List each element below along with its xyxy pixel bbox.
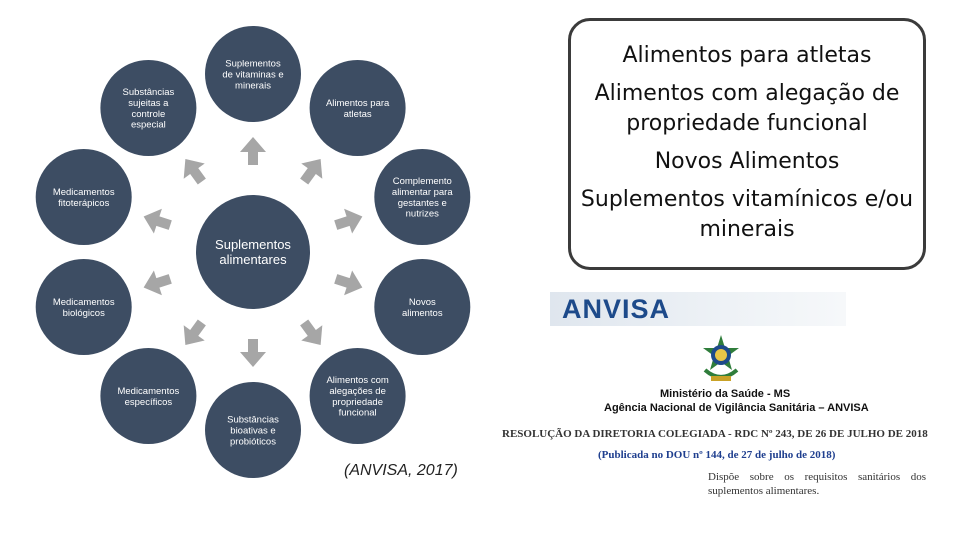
- node-gestantes-label-line: nutrizes: [405, 208, 439, 220]
- brazil-coat-of-arms-icon: [699, 334, 743, 384]
- arrow-icon: [332, 204, 367, 237]
- anvisa-logo: ANVISA: [562, 294, 671, 324]
- arrow-icon: [240, 137, 266, 165]
- node-fitoterapicos-label-line: Medicamentos: [52, 186, 115, 198]
- node-vitaminas-label-line: minerais: [235, 80, 271, 92]
- arrow-icon: [175, 151, 212, 189]
- agency-label: Agência Nacional de Vigilância Sanitária – ANVISA: [604, 402, 869, 414]
- node-bioativas-label-line: Substâncias: [227, 414, 279, 426]
- citation: (ANVISA, 2017): [344, 462, 458, 479]
- node-controle-label-line: especial: [130, 119, 166, 131]
- arrow-icon: [294, 151, 331, 189]
- callout-box: [568, 18, 926, 270]
- node-fitoterapicos-label-line: fitoterápicos: [58, 197, 110, 209]
- arrow-icon: [175, 315, 212, 353]
- node-gestantes-label-line: Complemento: [392, 175, 452, 187]
- node-vitaminas-label-line: Suplementos: [225, 58, 281, 70]
- node-fitoterapicos-label: [53, 187, 115, 209]
- arrow-icon: [294, 315, 331, 353]
- node-biologicos-label-line: Medicamentos: [52, 296, 115, 308]
- resolution-summary: Dispõe sobre os requisitos sanitários dos suplementos alimentares.: [708, 471, 926, 497]
- node-alegacoes-label-line: alegações de: [329, 385, 386, 397]
- node-alegacoes-label-line: propriedade: [332, 396, 383, 408]
- center-node-label-line: alimentares: [219, 252, 287, 267]
- arrow-icon: [140, 204, 175, 237]
- resolution-title: RESOLUÇÃO DA DIRETORIA COLEGIADA - RDC Nº 243, DE 26 DE JULHO DE 2018: [502, 428, 928, 440]
- arrow-icon: [240, 339, 266, 367]
- node-bioativas-label: [227, 414, 279, 447]
- node-gestantes-label-line: gestantes e: [397, 197, 447, 209]
- node-controle-label-line: sujeitas a: [128, 97, 169, 109]
- callout-line: Novos Alimentos: [654, 149, 840, 174]
- arrow-icon: [332, 267, 367, 300]
- node-novos-label-line: alimentos: [401, 307, 443, 319]
- node-bioativas-label-line: probióticos: [230, 436, 276, 448]
- center-node-label: [215, 237, 291, 267]
- node-especificos-label-line: específicos: [124, 396, 173, 408]
- node-controle-label-line: Substâncias: [122, 86, 175, 98]
- callout-line: Alimentos para atletas: [622, 43, 872, 68]
- callout-line: Suplementos vitamínicos e/ou minerais: [580, 187, 914, 242]
- node-alegacoes-label-line: funcional: [338, 407, 377, 419]
- node-especificos-label: [117, 386, 179, 408]
- arrow-icon: [140, 267, 175, 300]
- node-bioativas-label-line: bioativas e: [230, 425, 276, 437]
- node-atletas-label-line: Alimentos para: [325, 97, 390, 109]
- ministry-label: Ministério da Saúde - MS: [660, 388, 791, 400]
- node-novos-label-line: Novos: [408, 296, 436, 308]
- node-biologicos-label-line: biológicos: [62, 307, 105, 319]
- node-especificos-label-line: Medicamentos: [117, 385, 180, 397]
- node-vitaminas-label-line: de vitaminas e: [222, 69, 284, 81]
- publication-note: (Publicada no DOU nº 144, de 27 de julho de 2018): [598, 449, 836, 461]
- node-alegacoes-label-line: Alimentos com: [326, 374, 389, 386]
- node-controle-label-line: controle: [131, 108, 166, 120]
- node-gestantes-label-line: alimentar para: [391, 186, 453, 198]
- center-node-label-line: Suplementos: [215, 237, 291, 253]
- anvisa-banner: [550, 292, 846, 326]
- node-atletas-label-line: atletas: [343, 108, 372, 120]
- callout-line: Alimentos com alegação de propriedade funcional: [594, 81, 900, 136]
